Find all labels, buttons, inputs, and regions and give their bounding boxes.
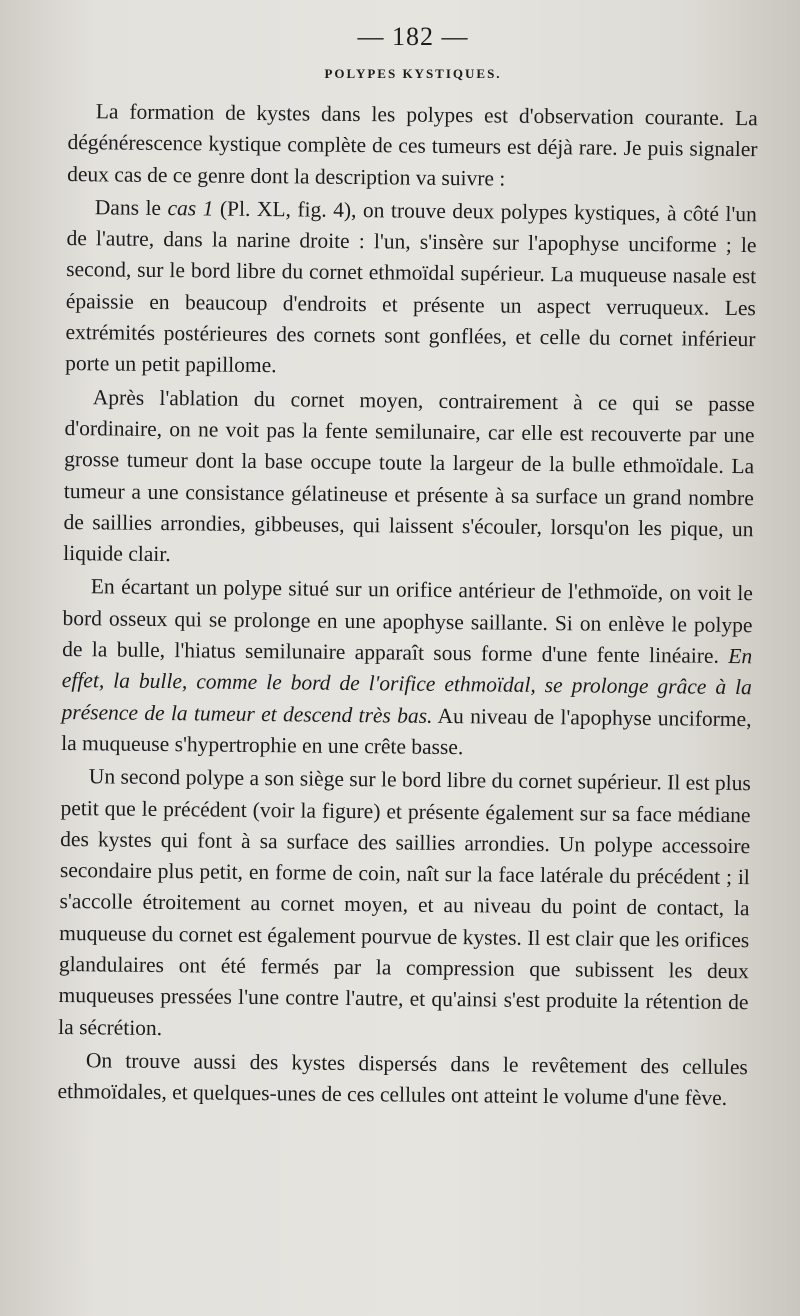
paragraph-2: [65, 192, 757, 387]
paragraph-italic: cas 1: [167, 195, 214, 221]
paragraph-text: Après l'ablation du cornet moyen, contrairement à ce qui se passe d'ordinaire, on ne voit pas la fente semilunaire, car elle est recouverte par une grosse tumeur dont la base occupe toute la largeur de la bulle ethmoïdale. La tumeur a une consistance gélatineuse et présente à sa surface un grand nombre de saillies arrondies, gibbeuses, qui laissent s'écouler, lorsqu'on les pique, un liquide clair.: [63, 384, 755, 567]
paragraph-text: La formation de kystes dans les polypes est d'observation courante. La dégénérescence kystique complète de ces tumeurs est déjà rare. Je puis signaler deux cas de ce genre dont la description va suivre :: [67, 99, 758, 191]
paragraph-text: (Pl. XL, fig. 4), on trouve deux polypes kystiques, à côté l'un de l'autre, dans la narine droite : l'un, s'insère sur l'apophyse unciforme ; le second, sur le bord libre du cornet ethmoïdal supérieur. La muqueuse nasale est épaissie en beaucoup d'endroits et présente un aspect verruqueux. Les extrémités postérieures des cornets sont gonflées, et celle du cornet inférieur porte un petit papillome.: [65, 196, 757, 378]
paragraph-3: [63, 382, 755, 577]
paragraph-1: [67, 96, 758, 197]
section-title: POLYPES KYSTIQUES.: [324, 66, 502, 81]
paragraph-italic: En effet, la bulle, comme le bord de l'orifice ethmoïdal, se prolonge grâce à la présence de la tumeur et descend très bas.: [61, 643, 753, 728]
page-number: — 182 —: [357, 22, 469, 51]
paragraph-text: On trouve aussi des kystes dispersés dans le revêtement des cellules ethmoïdales, et quelques-unes de ces cellules ont atteint le volume d'une fève.: [57, 1048, 748, 1111]
paragraph-text: Au niveau de l'apophyse unciforme, la muqueuse s'hypertrophie en une crête basse.: [61, 703, 752, 760]
body-text: [57, 96, 758, 1115]
paragraph-lead: Dans le: [94, 195, 168, 220]
paragraph-6: [57, 1045, 748, 1115]
paragraph-4: [61, 571, 753, 766]
paragraph-text: Un second polype a son siège sur le bord libre du cornet supérieur. Il est plus petit que le précédent (voir la figure) et présente également sur sa face médiane des kystes qui font à sa surface des saillies arrondies. Un polype accessoire secondaire plus petit, en forme de coin, naît sur la face latérale du précédent ; il s'accolle étroitement au cornet moyen, et au niveau du point de contact, la muqueuse du cornet est également pourvue de kystes. Il est clair que les orifices glandulaires ont été fermés par la compression que subissent les deux muqueuses pressées l'une contre l'autre, et qu'ainsi s'est produite la rétention de la sécrétion.: [58, 764, 751, 1040]
paragraph-lead: En écartant un polype situé sur un orifice antérieur de l'ethmoïde, on voit le bord osseux qui se prolonge en une apophyse saillante. Si on enlève le polype de la bulle, l'hiatus semilunaire apparaît sous forme d'une fente linéaire.: [62, 574, 753, 668]
paragraph-5: [58, 761, 751, 1050]
